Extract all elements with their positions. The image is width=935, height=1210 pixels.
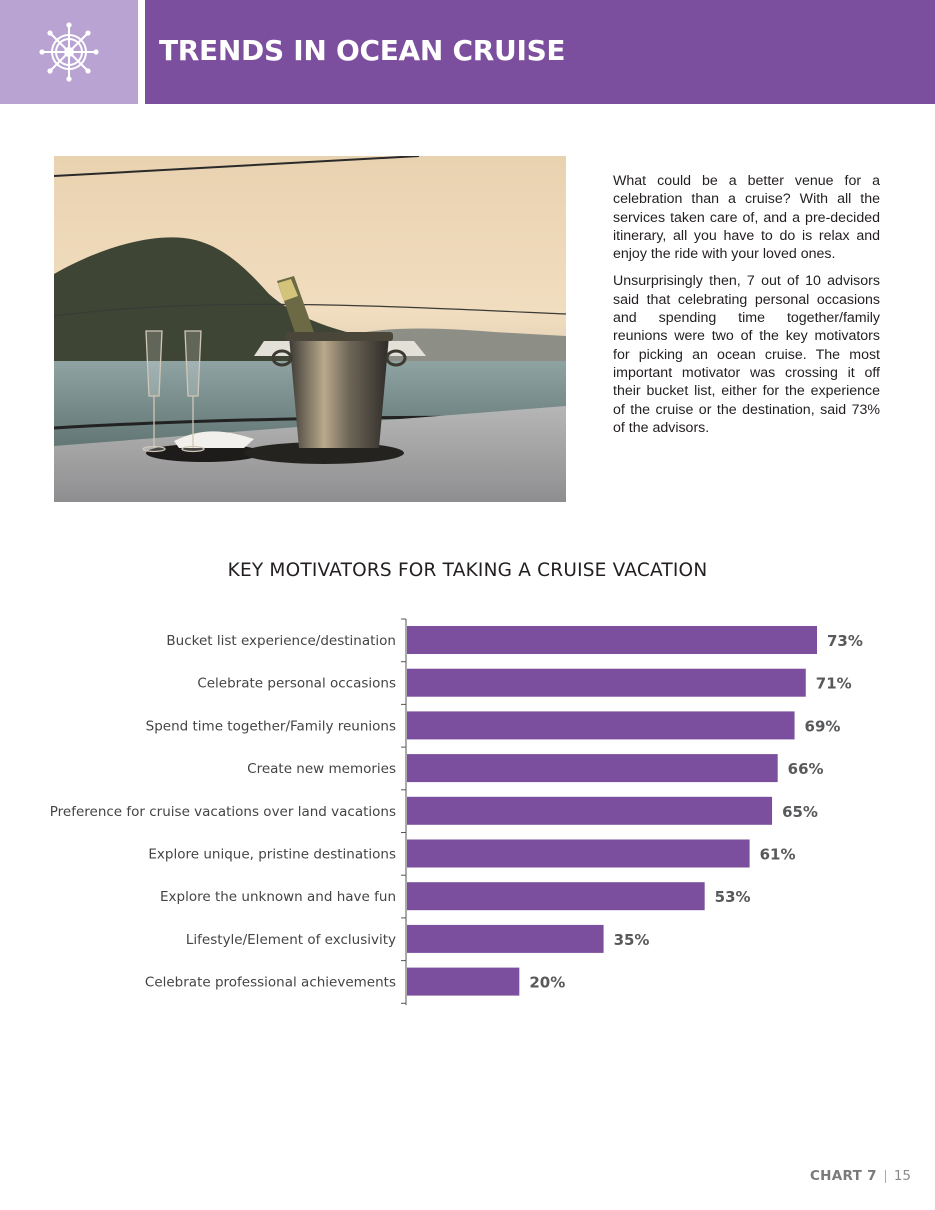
bar-chart [0, 600, 935, 1020]
bar [407, 711, 795, 739]
value-label: 66% [787, 760, 824, 779]
intro-paragraph: What could be a better venue for a celebration than a cruise? With all the services taken care of, and a pre-decided itinerary, all you have to do is relax and enjoy the ride with your loved ones. [613, 173, 880, 263]
value-label: 73% [827, 632, 863, 650]
header-icon-box [0, 0, 138, 104]
bar [407, 840, 750, 868]
champagne-sunset-photo [54, 156, 566, 502]
value-label: 69% [804, 717, 841, 736]
category-label: Explore the unknown and have fun [160, 889, 396, 906]
bar [407, 882, 705, 910]
category-label: Celebrate personal occasions [197, 675, 396, 692]
category-label: Spend time together/Family reunions [145, 718, 396, 735]
category-label: Bucket list experience/destination [166, 633, 396, 649]
chart-reference: CHART 7 [809, 1168, 877, 1184]
footer-divider [885, 1170, 886, 1183]
page-title: TRENDS IN OCEAN CRUISE [159, 34, 566, 67]
bar [407, 754, 778, 782]
category-label: Preference for cruise vacations over land vacations [49, 803, 396, 820]
bar [407, 797, 772, 825]
value-label: 20% [529, 973, 566, 992]
page-number: 15 [893, 1168, 911, 1184]
value-label: 61% [759, 845, 796, 864]
category-label: Create new memories [247, 761, 396, 778]
category-label: Explore unique, pristine destinations [148, 846, 396, 863]
bar [407, 626, 817, 654]
chart-title: KEY MOTIVATORS FOR TAKING A CRUISE VACATION [227, 560, 708, 581]
value-label: 65% [782, 802, 818, 821]
bar [407, 925, 604, 953]
intro-paragraph: Unsurprisingly then, 7 out of 10 advisors said that celebrating personal occasions and spending time together/family reunions were two of the key motivators for picking an ocean cruise. The most important motivator was crossing it off their bucket list, either for the experience of the cruise or the destination, said 73% of the advisors. [613, 273, 880, 436]
intro-text [613, 172, 880, 446]
page-footer [810, 1168, 911, 1184]
value-label: 71% [815, 674, 852, 693]
category-label: Celebrate professional achievements [144, 974, 396, 991]
value-label: 53% [714, 888, 751, 907]
bar-chart-svg [0, 600, 935, 1020]
bar [407, 968, 519, 996]
category-label: Lifestyle/Element of exclusivity [185, 931, 396, 948]
bar [407, 669, 806, 697]
header-bar [145, 0, 935, 104]
ship-wheel-icon [39, 22, 99, 82]
value-label: 35% [613, 930, 650, 949]
